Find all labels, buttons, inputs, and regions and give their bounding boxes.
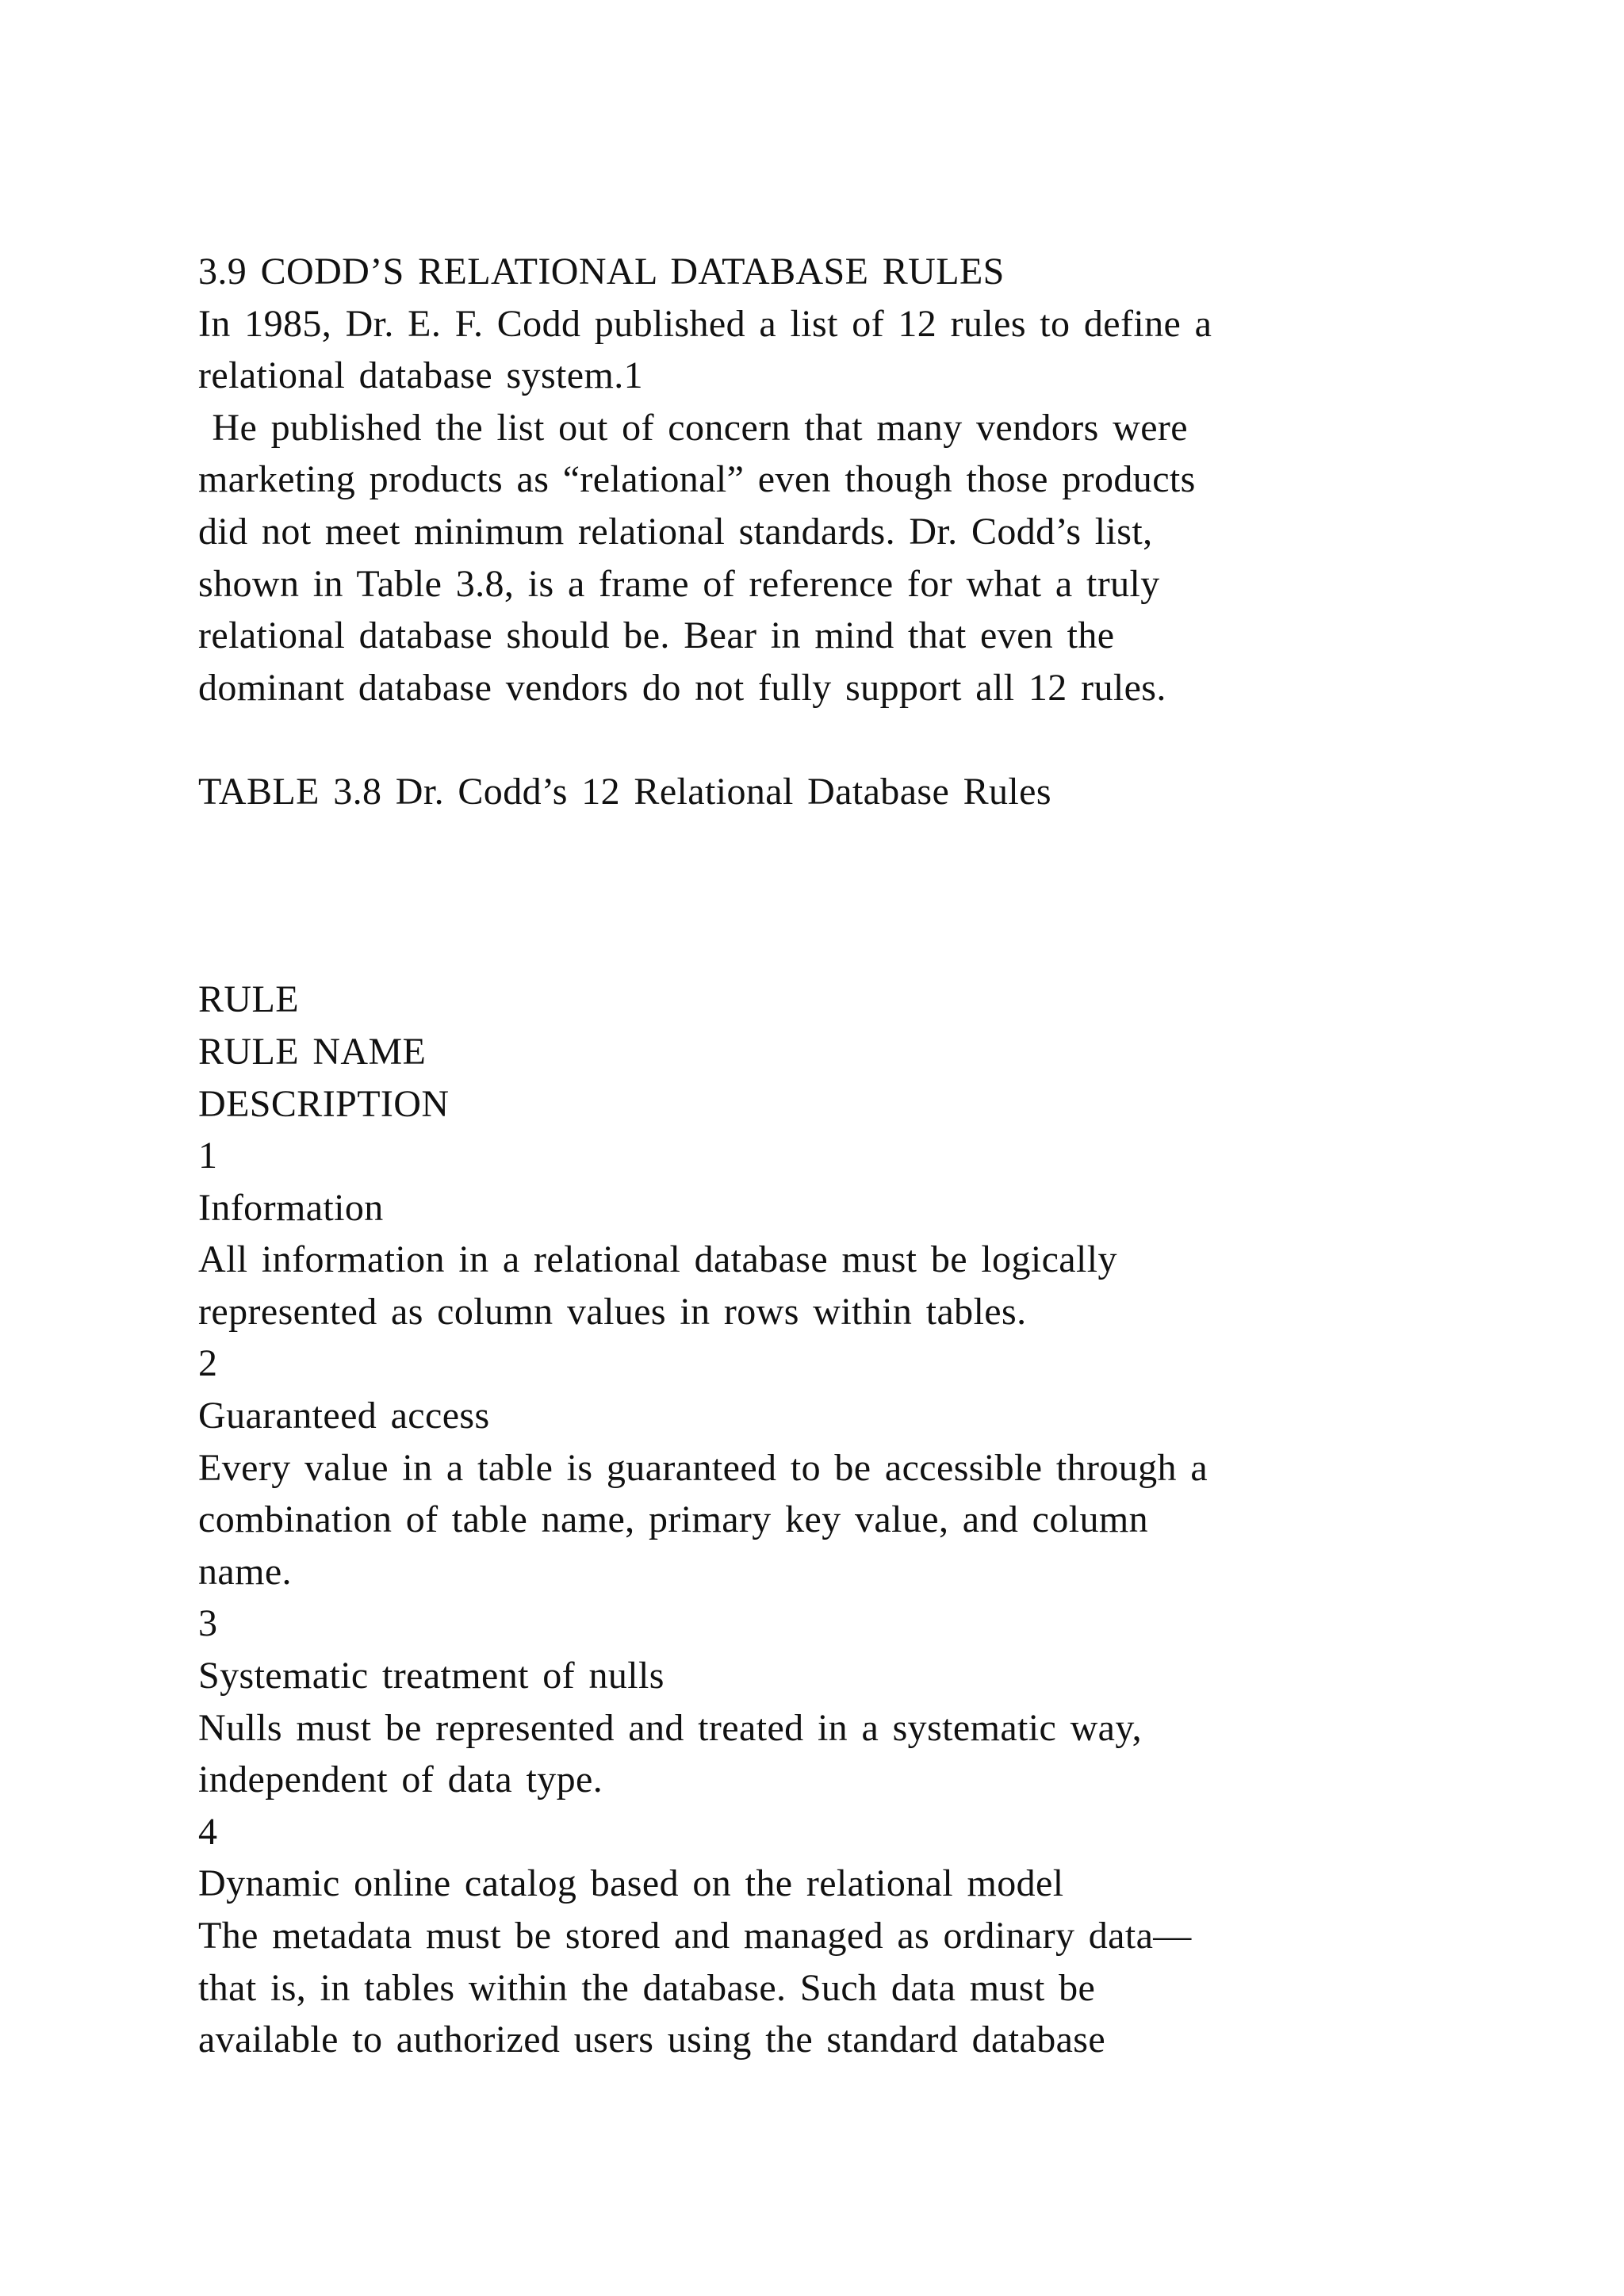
rule-description-line: combination of table name, primary key value, and column xyxy=(198,1498,1149,1541)
intro-line: shown in Table 3.8, is a frame of reference for what a truly xyxy=(198,562,1160,605)
rule-number: 3 xyxy=(198,1602,218,1645)
table-row xyxy=(198,1130,1435,1337)
rule-name: Guaranteed access xyxy=(198,1395,490,1437)
column-header-rule: RULE xyxy=(198,978,299,1021)
rule-number: 2 xyxy=(198,1342,218,1385)
rule-description-line: available to authorized users using the standard database xyxy=(198,2019,1106,2061)
caption-gap xyxy=(198,818,1435,974)
intro-line: relational database should be. Bear in mind that even the xyxy=(198,614,1115,657)
rule-description-line: All information in a relational database must be logically xyxy=(198,1238,1117,1281)
rule-description-line: Every value in a table is guaranteed to be accessible through a xyxy=(198,1446,1208,1489)
intro-line: relational database system.1 xyxy=(198,354,644,397)
column-header-rule-name: RULE NAME xyxy=(198,1030,427,1073)
rule-number: 1 xyxy=(198,1135,218,1177)
rules-table xyxy=(198,974,1435,2065)
table-row xyxy=(198,1598,1435,1805)
rule-description-line: that is, in tables within the database. Such data must be xyxy=(198,1966,1096,2009)
table-row xyxy=(198,1337,1435,1598)
intro-line: He published the list out of concern that many vendors were xyxy=(198,406,1189,449)
table-caption: TABLE 3.8 Dr. Codd’s 12 Relational Database Rules xyxy=(198,770,1051,813)
section-heading: 3.9 CODD’S RELATIONAL DATABASE RULES xyxy=(198,251,1005,293)
intro-line: marketing products as “relational” even though those products xyxy=(198,458,1196,501)
rule-name: Dynamic online catalog based on the relational model xyxy=(198,1862,1064,1905)
paragraph-gap xyxy=(198,714,1435,766)
rule-description-line: represented as column values in rows within tables. xyxy=(198,1290,1027,1333)
intro-line: In 1985, Dr. E. F. Codd published a list of 12 rules to define a xyxy=(198,302,1212,345)
intro-line: dominant database vendors do not fully support all 12 rules. xyxy=(198,666,1166,709)
intro-line: did not meet minimum relational standards. Dr. Codd’s list, xyxy=(198,510,1153,553)
rule-description-line: The metadata must be stored and managed as ordinary data— xyxy=(198,1915,1192,1957)
document-content xyxy=(198,246,1435,2066)
intro-paragraph xyxy=(198,298,1435,714)
rule-name: Information xyxy=(198,1186,384,1229)
rule-number: 4 xyxy=(198,1810,218,1853)
rule-description-line: Nulls must be represented and treated in a systematic way, xyxy=(198,1706,1143,1749)
column-header-description: DESCRIPTION xyxy=(198,1082,450,1125)
rule-description-line: independent of data type. xyxy=(198,1758,603,1801)
rule-name: Systematic treatment of nulls xyxy=(198,1655,665,1697)
table-row xyxy=(198,1806,1435,2066)
rule-description-line: name. xyxy=(198,1550,292,1593)
